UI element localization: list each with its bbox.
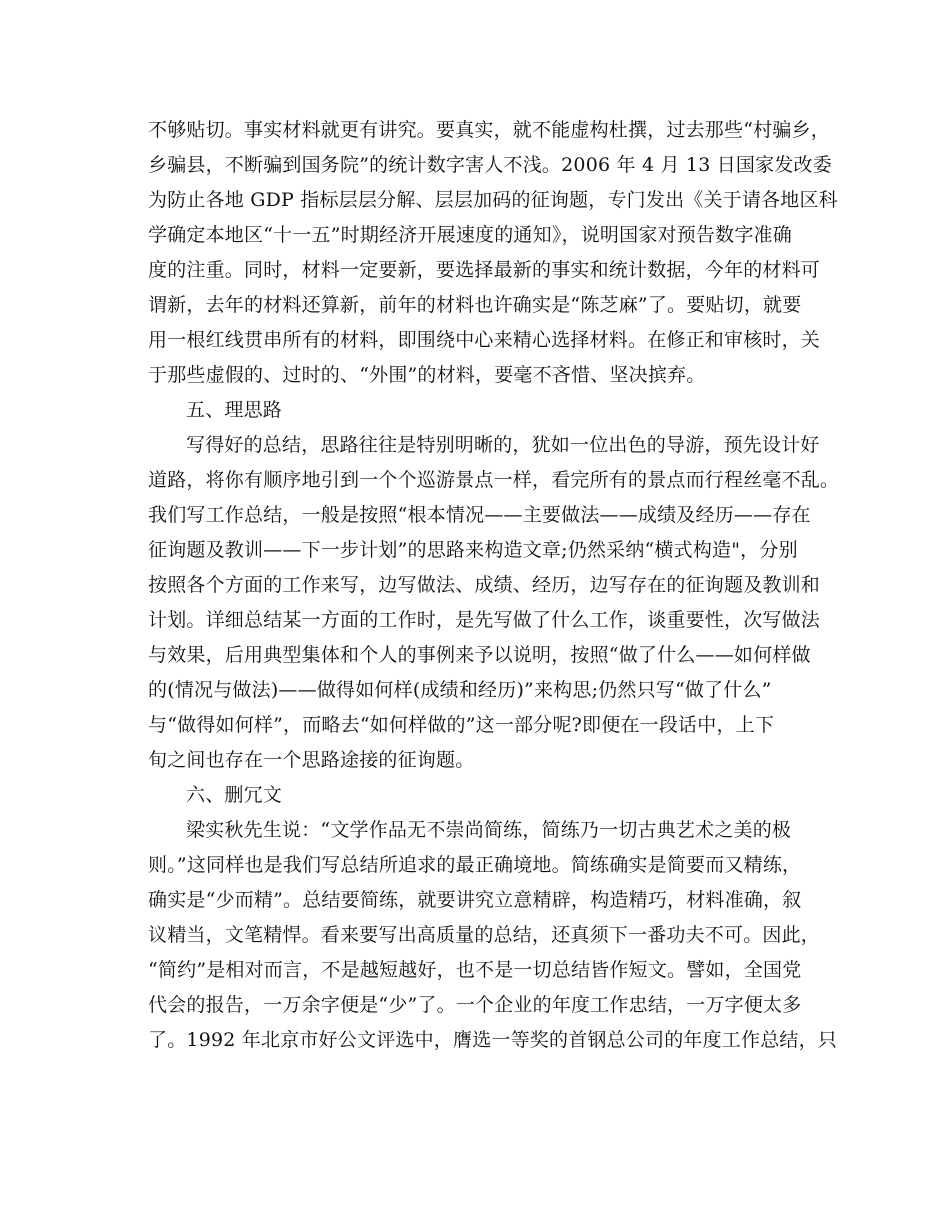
body-text-line: 度的注重。同时，材料一定要新，要选择最新的事实和统计数据，今年的材料可 (148, 259, 821, 281)
body-text-line: “简约”是相对而言，不是越短越好，也不是一切总结皆作短文。譬如，全国党 (148, 959, 802, 981)
body-text-line: 于那些虚假的、过时的、“外围”的材料，要毫不吝惜、坚决摈弃。 (148, 364, 706, 386)
body-text-line: 学确定本地区“十一五”时期经济开展速度的通知》，说明国家对预告数字准确 (148, 224, 792, 246)
body-text-line: 计划。详细总结某一方面的工作时，是先写做了什么工作，谈重要性，次写做法 (148, 609, 821, 631)
section-heading: 六、删冗文 (186, 784, 283, 806)
body-text-line: 梁实秋先生说：“文学作品无不崇尚简练，简练乃一切古典艺术之美的极 (186, 819, 792, 841)
body-text-line: 了。1992 年北京市好公文评选中，膺选一等奖的首钢总公司的年度工作总结，只 (148, 1029, 837, 1051)
body-text-line: 确实是“少而精”。总结要简练，就要讲究立意精辟，构造精巧，材料准确，叙 (148, 889, 802, 911)
body-text-line: 按照各个方面的工作来写，边写做法、成绩、经历，边写存在的征询题及教训和 (148, 574, 821, 596)
body-text-line: 不够贴切。事实材料就更有讲究。要真实，就不能虚构杜撰，过去那些“村骗乡， (148, 119, 830, 141)
body-text-line: 乡骗县，不断骗到国务院”的统计数字害人不浅。2006 年 4 月 13 日国家发改委 (148, 154, 832, 176)
body-text-line: 代会的报告，一万余字便是“少”了。一个企业的年度工作忠结，一万字便太多 (148, 994, 802, 1016)
body-text-line: 用一根红线贯串所有的材料，即围绕中心来精心选择材料。在修正和审核时，关 (148, 329, 821, 351)
body-text-line: 与“做得如何样”，而略去“如何样做的”这一部分呢?即便在一段话中，上下 (148, 714, 775, 736)
body-text-line: 则。”这同样也是我们写总结所追求的最正确境地。简练确实是简要而又精练， (148, 854, 802, 876)
body-text-line: 的(情况与做法)——做得如何样(成绩和经历)”来构思;仍然只写“做了什么” (148, 679, 772, 701)
body-text-line: 旬之间也存在一个思路途接的征询题。 (148, 749, 475, 771)
body-text-line: 谓新，去年的材料还算新，前年的材料也许确实是“陈芝麻”了。要贴切，就要 (148, 294, 802, 316)
body-text-line: 为防止各地 GDP 指标层层分解、层层加码的征询题，专门发出《关于请各地区科 (148, 189, 838, 211)
body-text-line: 写得好的总结，思路往往是特别明晰的，犹如一位出色的导游，预先设计好 (186, 434, 820, 456)
body-text-line: 议精当，文笔精悍。看来要写出高质量的总结，还真须下一番功夫不可。因此， (148, 924, 821, 946)
body-text-line: 与效果，后用典型集体和个人的事例来予以说明，按照“做了什么——如何样做 (148, 644, 811, 666)
section-heading: 五、理思路 (186, 399, 283, 421)
body-text-line: 道路，将你有顺序地引到一个个巡游景点一样，看完所有的景点而行程丝毫不乱。 (148, 469, 840, 491)
body-text-line: 征询题及教训——下一步计划”的思路来构造文章;仍然采纳“横式构造"，分别 (148, 539, 798, 561)
body-text-line: 我们写工作总结，一般是按照“根本情况——主要做法——成绩及经历——存在 (148, 504, 811, 526)
